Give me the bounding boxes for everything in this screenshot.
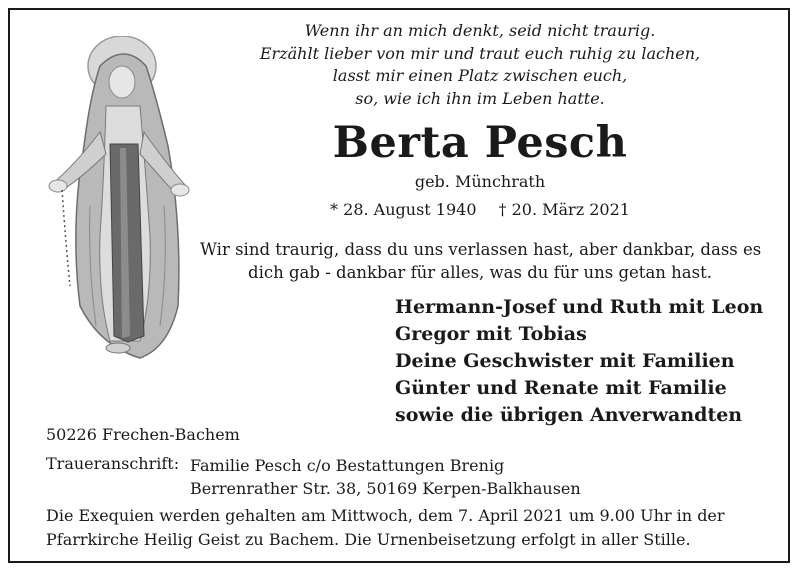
poem-line: so, wie ich ihn im Leben hatte. <box>355 88 605 108</box>
exequies-line: Pfarrkirche Heilig Geist zu Bachem. Die Urnenbeisetzung erfolgt in aller Stille. <box>46 530 691 549</box>
mourner-entry: sowie die übrigen Anverwandten <box>395 404 743 426</box>
mourner-entry: Gregor mit Tobias <box>395 323 587 345</box>
address-label: Traueranschrift: <box>46 454 180 473</box>
birth-name: geb. Münchrath <box>414 172 546 191</box>
place: 50226 Frechen-Bachem <box>46 425 240 444</box>
poem <box>200 20 760 110</box>
address-line: Familie Pesch c/o Bestattungen Brenig <box>190 456 505 475</box>
farewell-line: Wir sind traurig, dass du uns verlassen hast, aber dankbar, dass es <box>200 240 762 259</box>
poem-line: Erzählt lieber von mir und traut euch ruhig zu lachen, <box>259 43 701 63</box>
birth-date: * 28. August 1940 <box>330 200 477 219</box>
deceased-name: Berta Pesch <box>332 118 628 168</box>
mourners-list <box>395 294 763 429</box>
exequies-line: Die Exequien werden gehalten am Mittwoch, dem 7. April 2021 um 9.00 Uhr in der <box>46 506 725 525</box>
farewell-text <box>200 238 760 284</box>
farewell-line: dich gab - dankbar für alles, was du für uns getan hast. <box>248 263 712 282</box>
mourner-entry: Günter und Renate mit Familie <box>395 377 727 399</box>
address <box>190 454 581 500</box>
mourner-entry: Deine Geschwister mit Familien <box>395 350 735 372</box>
poem-line: lasst mir einen Platz zwischen euch, <box>332 66 628 85</box>
death-date: † 20. März 2021 <box>498 200 630 219</box>
address-line: Berrenrather Str. 38, 50169 Kerpen-Balkhausen <box>190 479 581 498</box>
madonna-figure-icon <box>40 36 200 362</box>
life-dates <box>200 200 760 219</box>
exequies-text <box>46 504 725 552</box>
poem-line: Wenn ihr an mich denkt, seid nicht traurig. <box>304 21 656 40</box>
mourner-entry: Hermann-Josef und Ruth mit Leon <box>395 296 764 318</box>
